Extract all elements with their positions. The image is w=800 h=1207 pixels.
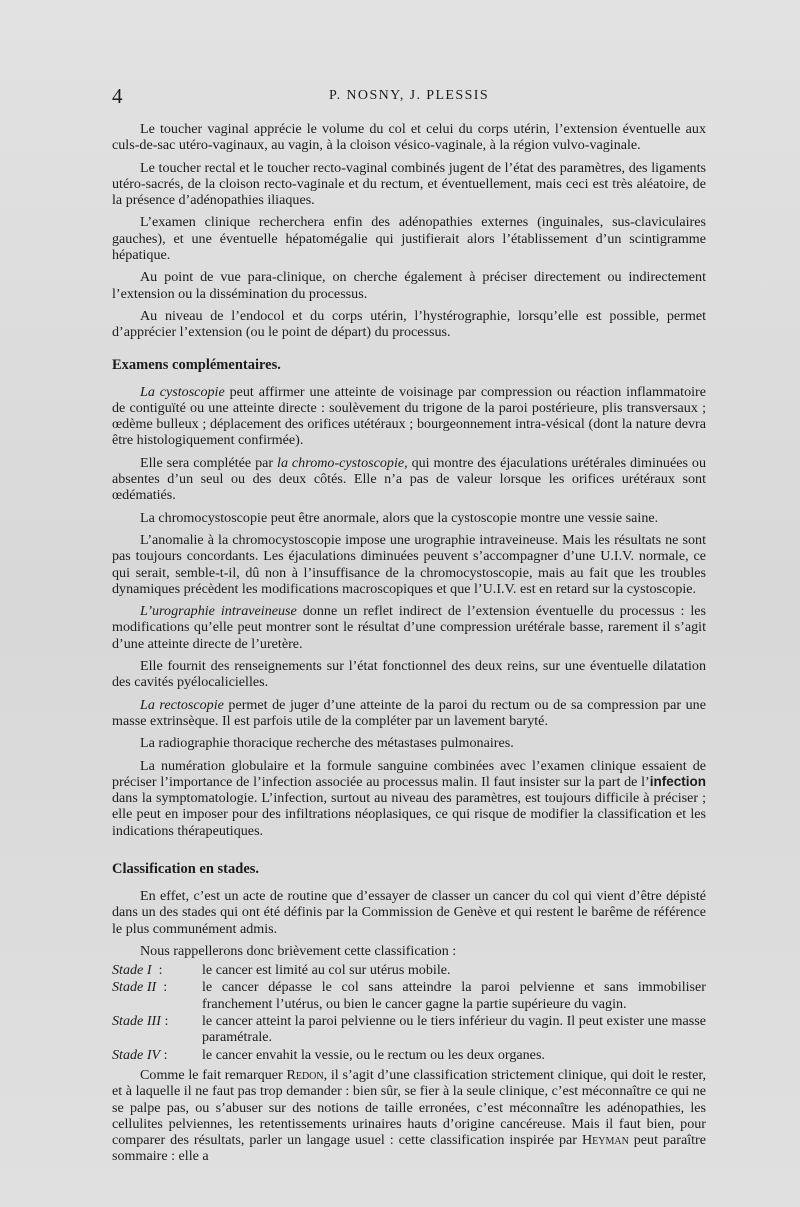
author-name: Redon xyxy=(286,1066,324,1083)
stage-description: le cancer atteint la paroi pelvienne ou le tiers inférieur du vagin. Il peut exister une masse paramétrale. xyxy=(202,1013,706,1046)
paragraph: La chromocystoscopie peut être anormale, alors que la cystoscopie montre une vessie saine. xyxy=(140,509,659,526)
paragraph: La radiographie thoracique recherche des métastases pulmonaires. xyxy=(140,735,514,752)
stage-label: Stade III xyxy=(112,1013,161,1030)
stage-item: Stade II : le cancer dépasse le col sans atteindre la paroi pelvienne et sans immobiliser franchement l’utérus, ou bien le cancer gagne la partie supérieure du vagin. xyxy=(112,979,706,1012)
author-name: Heyman xyxy=(581,1132,629,1149)
stage-description: le cancer envahit la vessie, ou le rectum ou les deux organes. xyxy=(202,1046,545,1063)
running-head: P. NOSNY, J. PLESSIS xyxy=(328,88,489,103)
paragraph: Le toucher rectal et le toucher recto-vaginal combinés jugent de l’état des paramètres, des ligaments utéro-sacrés, de la cloison recto-vaginale et du rectum, et éventuellement, mais ceci est très aléatoire, de la présence d’adénopathies iliaques. xyxy=(112,159,706,209)
paragraph: Au niveau de l’endocol et du corps utérin, l’hystérographie, lorsqu’elle est possible, permet d’apprécier l’extension (ou le point de départ) du processus. xyxy=(112,307,706,341)
paragraph: Elle sera complétée par la chromo-cystoscopie, qui montre des éjaculations urétérales diminuées ou absentes d’un seul ou des deux côtés. Elle n’a pas de valeur lorsque les orifices urétéraux sont œdématiés. xyxy=(112,454,707,504)
section-heading: Classification en stades. xyxy=(112,860,260,877)
paragraph: L’urographie intraveineuse donne un reflet indirect de l’extension éventuelle du processus : les modifications qu’elle peut montrer sont le résultat d’une compression urétérale basse, rarement il s’agit d’une atteinte directe de l’uretère. xyxy=(112,603,706,652)
stage-item: Stade III : le cancer atteint la paroi pelvienne ou le tiers inférieur du vagin. Il peut exister une masse paramétrale. xyxy=(112,1013,706,1046)
section-heading: Examens complémentaires. xyxy=(112,356,281,373)
paragraph: Au point de vue para-clinique, on cherche également à préciser directement ou indirectement l’extension ou la dissémination du processus. xyxy=(112,269,706,302)
emphasis: la chromo-cystoscopie, xyxy=(277,454,408,471)
paragraph: La rectoscopie permet de juger d’une atteinte de la paroi du rectum ou de sa compression par une masse extrinsèque. Il est parfois utile de la compléter par un lavement baryté. xyxy=(112,696,706,729)
paragraph: L’examen clinique recherchera enfin des adénopathies externes (inguinales, sus-claviculaires gauches), et une éventuelle hépatomégalie qui justifierait alors l’établissement d’un scintigramme hépatique. xyxy=(112,214,706,264)
stage-label: Stade IV xyxy=(112,1046,161,1063)
page-number: 4 xyxy=(112,84,123,108)
bold-term: infection xyxy=(649,773,706,789)
paragraph: La numération globulaire et la formule sanguine combinées avec l’examen clinique essaient de préciser l’importance de l’infection associée au processus malin. Il faut insister sur la part de l’infection dans la symptomatologie. L’infection, surtout au niveau des paramètres, est toujours difficile à préciser ; elle peut en imposer pour des infiltrations néoplasiques, ce qui risque de modifier la classification et les indications thérapeutiques. xyxy=(112,757,706,839)
stage-label: Stade II xyxy=(112,979,157,996)
emphasis: La rectoscopie xyxy=(140,696,224,713)
emphasis: La cystoscopie xyxy=(140,383,225,400)
stage-description: le cancer est limité au col sur utérus mobile. xyxy=(202,962,451,979)
paragraph: Le toucher vaginal apprécie le volume du col et celui du corps utérin, l’extension éventuelle aux culs-de-sac utéro-vaginaux, au vagin, à la cloison vésico-vaginale, à la région vulvo-vaginale. xyxy=(112,121,706,154)
paragraph: Elle fournit des renseignements sur l’état fonctionnel des deux reins, sur une éventuelle dilatation des cavités pyélocalicielles. xyxy=(112,658,706,691)
paragraph: Nous rappellerons donc brièvement cette classification : xyxy=(140,942,457,959)
paragraph: Comme le fait remarquer Redon, il s’agit d’une classification strictement clinique, qui doit le rester, et à laquelle il ne faut pas trop demander : bien sûr, se fier à la seule clinique, c’est méconnaître ce qui ne se palpe pas, ou s’abuser sur des notions de taille erronées, c’est méconnaître les adénopathies, les cellulites pelviennes, les retentissements urinaires hauts d’origine cancéreuse. Mais il faut bien, pour comparer des résultats, parler un langage usuel : cette classification inspirée par Heyman peut paraître sommaire : elle a xyxy=(112,1066,707,1165)
stage-item: Stade I : le cancer est limité au col sur utérus mobile. xyxy=(112,962,706,978)
body-text xyxy=(112,121,706,1171)
page-header xyxy=(112,84,706,108)
paragraph: En effet, c’est un acte de routine que d’essayer de classer un cancer du col qui vient d’être dépisté dans un des stades qui ont été définis par la Commission de Genève et qui restent le barême de référence le plus communément admis. xyxy=(112,887,706,937)
stage-description: le cancer dépasse le col sans atteindre la paroi pelvienne et sans immobiliser franchement l’utérus, ou bien le cancer gagne la partie supérieure du vagin. xyxy=(202,979,706,1012)
emphasis: L’urographie intraveineuse xyxy=(140,603,297,620)
stage-item: Stade IV : le cancer envahit la vessie, ou le rectum ou les deux organes. xyxy=(112,1047,706,1063)
stage-list xyxy=(112,962,706,1063)
paragraph: L’anomalie à la chromocystoscopie impose une urographie intraveineuse. Mais les résultats ne sont pas toujours concordants. Les éjaculations diminuées peuvent s’accompagner d’une U.I.V. normale, ce qui serait, semble-t-il, dû non à l’insuffisance de la chromocystoscopie, mais au fait que les troubles dynamiques précèdent les modifications macroscopiques et que l’U.I.V. est en retard sur la cystoscopie. xyxy=(112,531,706,597)
stage-label: Stade I xyxy=(112,962,152,979)
paragraph: La cystoscopie peut affirmer une atteinte de voisinage par compression ou réaction inflammatoire de contiguïté ou une atteinte directe : soulèvement du trigone de la paroi postérieure, plis transversaux ; œdème bulleux ; déplacement des orifices utétéraux ; bourgeonnement intra-vésical (dont la nature devra être histologiquement confirmée). xyxy=(112,383,707,449)
